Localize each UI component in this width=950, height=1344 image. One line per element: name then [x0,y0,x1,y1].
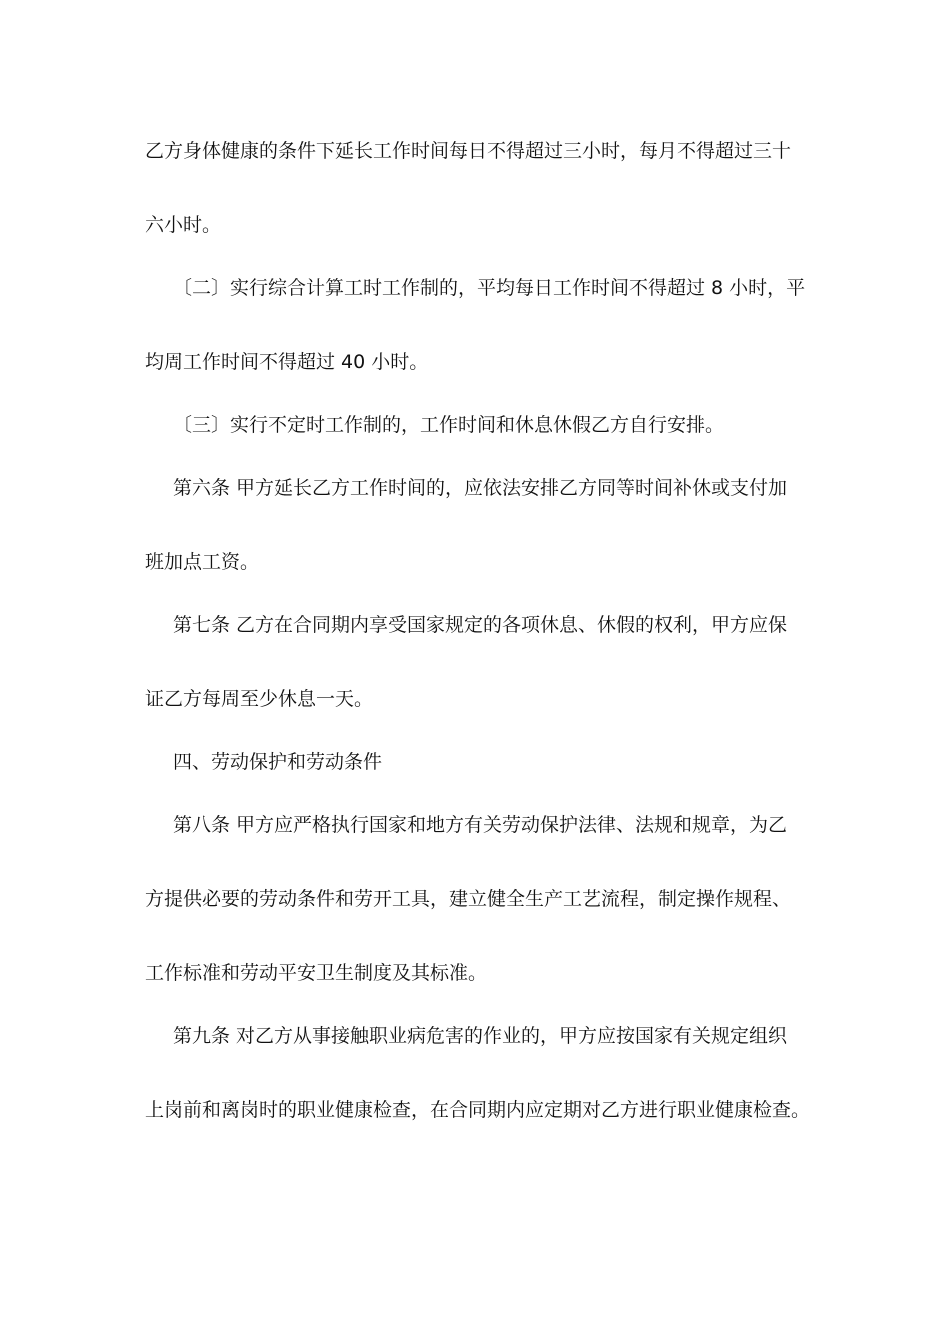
text-line-2: 六小时。 [145,214,222,236]
article-9-line-2: 上岗前和离岗时的职业健康检查，在合同期内应定期对乙方进行职业健康检查。 [145,1099,811,1121]
article-7-line-2: 证乙方每周至少休息一天。 [145,688,374,710]
article-8-line-1: 第八条 甲方应严格执行国家和地方有关劳动保护法律、法规和规章，为乙 [173,814,788,836]
text-line-5: 〔三〕实行不定时工作制的，工作时间和休息休假乙方自行安排。 [173,414,725,436]
article-7-line-1: 第七条 乙方在合同期内享受国家规定的各项休息、休假的权利，甲方应保 [173,614,788,636]
section-heading-4: 四、劳动保护和劳动条件 [173,751,383,773]
article-8-line-3: 工作标准和劳动平安卫生制度及其标准。 [145,962,488,984]
text-line-3: 〔二〕实行综合计算工时工作制的，平均每日工作时间不得超过 8 小时，平 [173,277,806,299]
article-9-line-1: 第九条 对乙方从事接触职业病危害的作业的，甲方应按国家有关规定组织 [173,1025,788,1047]
text-line-4: 均周工作时间不得超过 40 小时。 [145,351,429,373]
text-line-1: 乙方身体健康的条件下延长工作时间每日不得超过三小时，每月不得超过三十 [145,140,792,162]
article-8-line-2: 方提供必要的劳动条件和劳开工具，建立健全生产工艺流程，制定操作规程、 [145,888,792,910]
article-6-line-1: 第六条 甲方延长乙方工作时间的，应依法安排乙方同等时间补休或支付加 [173,477,788,499]
article-6-line-2: 班加点工资。 [145,551,260,573]
